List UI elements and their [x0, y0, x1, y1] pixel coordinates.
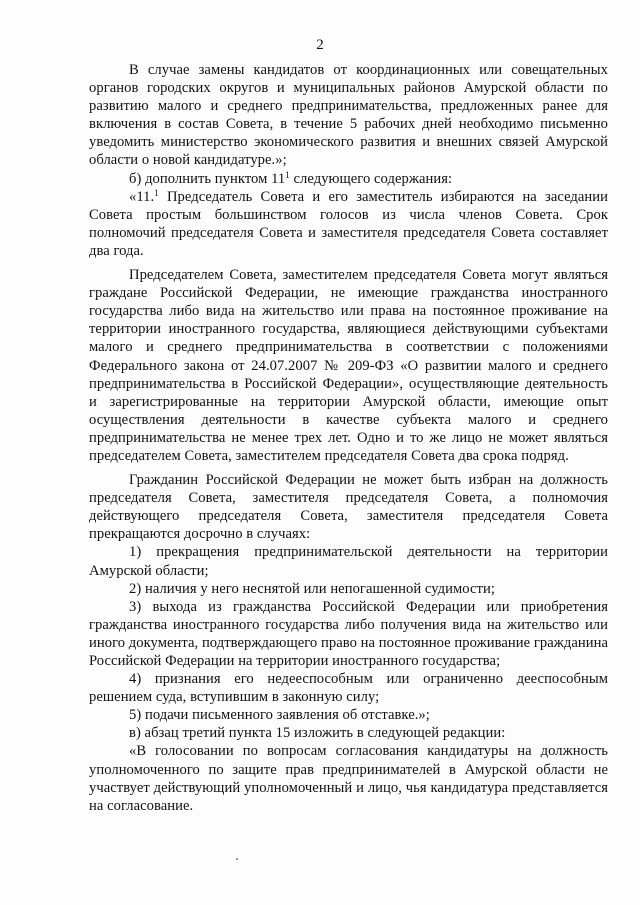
paragraph-amendment-b: б) дополнить пунктом $11^1$ следующего содержания: [129, 169, 453, 187]
list-item-1: 1) прекращения предпринимательской деятельности на территории Амурской области; [89, 544, 608, 579]
paragraph-termination-cases: Гражданин Российской Федерации не может быть избран на должность председателя Совета, заместителя председателя Совета, а полномочия действующего председателя Совета, заместителя председателя Совета прекращаются досрочно в случаях: [89, 472, 608, 543]
list-item-2: 2) наличия у него неснятой или непогашенной судимости; [129, 580, 495, 597]
paragraph-amendment-v: в) абзац третий пункта 15 изложить в следующей редакции: [129, 725, 506, 742]
list-item-5: 5) подачи письменного заявления об отставке.»; [129, 707, 430, 724]
list-item-3: 3) выхода из гражданства Российской Федерации или приобретения гражданства иностранного государства либо получения вида на жительство или иного документа, подтверждающего право на постоянное проживание гражданина Российской Федерации на территории иностранного государства; [89, 598, 608, 669]
paragraph-clause-11-1: «11.$^1$ Председатель Совета и его заместитель избираются на заседании Совета простым большинством голосов из числа членов Совета. Срок полномочий председателя Совета и заместителя председателя Совета составляет два года. [89, 187, 608, 259]
page-number: 2 [316, 37, 324, 53]
paragraph-chair-eligibility: Председателем Совета, заместителем председателя Совета могут являться граждане Российской Федерации, не имеющие гражданства иностранного государства либо вида на жительство или права на постоянное проживание на территории иностранного государства, являющиеся действующими субъектами малого и среднего предпринимательства в соответствии с положениями Федерального закона от 24.07.2007 № 209-ФЗ «О развитии малого и среднего предпринимательства в Российской Федерации», осуществляющие деятельность и зарегистрированные на территории Амурской области, имеющие опыт осуществления деятельности в качестве субъекта малого и среднего предпринимательства не менее трех лет. Одно и то же лицо не может являться председателем Совета, заместителем председателя Совета два срока подряд. [89, 267, 608, 464]
list-item-4: 4) признания его недееспособным или ограниченно дееспособным решением суда, вступившим в законную силу; [89, 671, 608, 706]
paragraph-voting-rule: «В голосовании по вопросам согласования кандидатуры на должность уполномоченного по защите прав предпринимателей в Амурской области не участвует действующий уполномоченный и лицо, чья кандидатура представляется на согласование. [89, 743, 608, 814]
scan-speck [236, 858, 238, 860]
document-body [89, 61, 608, 815]
paragraph-replacement-notice: В случае замены кандидатов от координационных или совещательных органов городских округов и муниципальных районов Амурской области по развитию малого и среднего предпринимательства, предложенных ранее для включения в состав Совета, в течение 5 рабочих дней необходимо письменно уведомить министерство экономического развития и внешних связей Амурской области о новой кандидатуре.»; [89, 62, 608, 169]
